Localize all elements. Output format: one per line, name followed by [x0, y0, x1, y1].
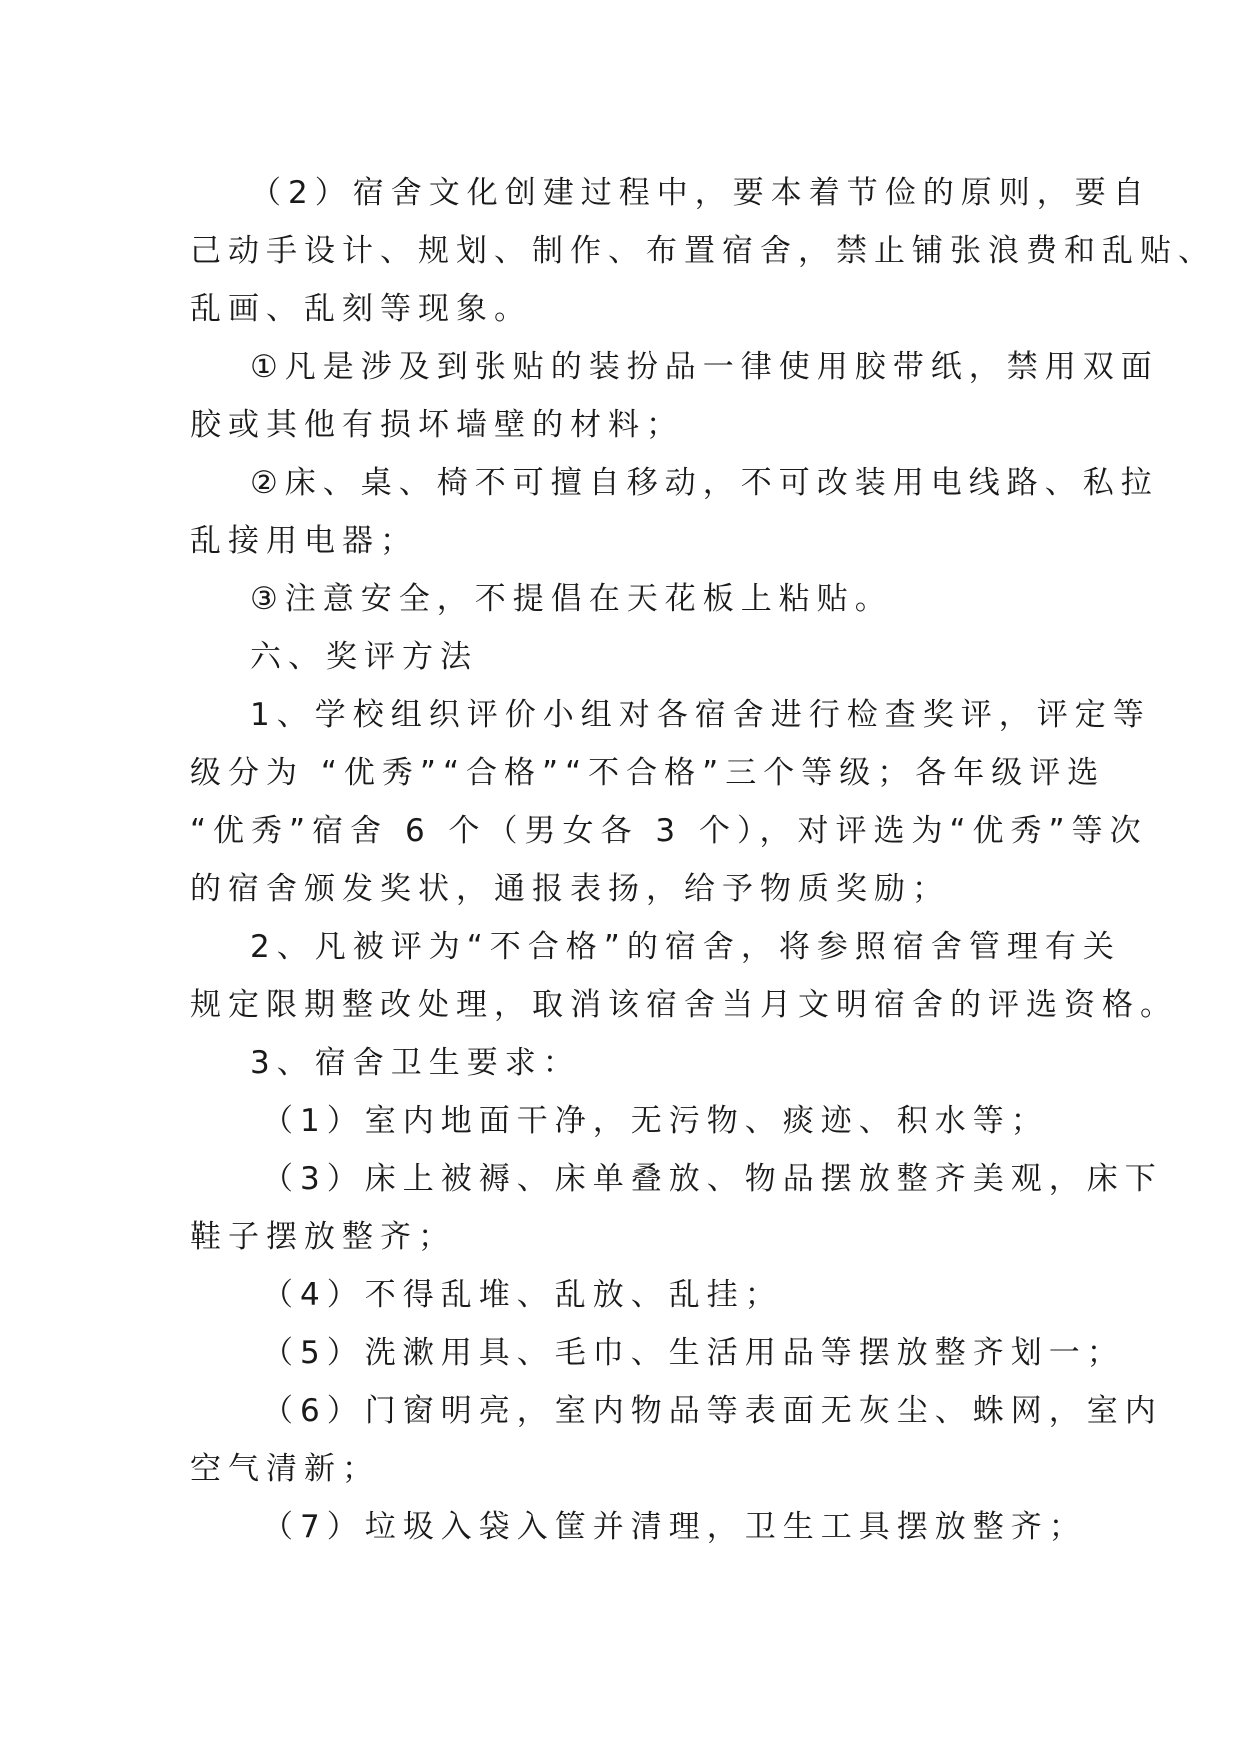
- document-body: [190, 164, 1216, 1556]
- paragraph-line: （7）垃圾入袋入筐并清理，卫生工具摆放整齐；: [262, 1509, 1087, 1545]
- section-heading: 六、奖评方法: [250, 639, 478, 675]
- paragraph-line: 己动手设计、规划、制作、布置宿舍，禁止铺张浪费和乱贴、: [190, 233, 1216, 269]
- paragraph-line: 乱画、乱刻等现象。: [190, 291, 532, 327]
- paragraph-line: （6）门窗明亮，室内物品等表面无灰尘、蛛网，室内: [262, 1393, 1163, 1429]
- paragraph-line: （3）床上被褥、床单叠放、物品摆放整齐美观，床下: [262, 1161, 1163, 1197]
- paragraph-line: 胶或其他有损坏墙壁的材料；: [190, 407, 684, 443]
- paragraph-line: 2、凡被评为“不合格”的宿舍，将参照宿舍管理有关: [250, 929, 1121, 965]
- paragraph-line: “优秀”宿舍 6 个（男女各 3 个），对评选为“优秀”等次: [190, 813, 1148, 849]
- paragraph-line: 1、学校组织评价小组对各宿舍进行检查奖评，评定等: [250, 697, 1151, 733]
- paragraph-line: ①凡是涉及到张贴的装扮品一律使用胶带纸，禁用双面: [250, 349, 1159, 385]
- paragraph-line: （4）不得乱堆、乱放、乱挂；: [262, 1277, 783, 1313]
- paragraph-line: 级分为 “优秀”“合格”“不合格”三个等级；各年级评选: [190, 755, 1106, 791]
- paragraph-line: 规定限期整改处理，取消该宿舍当月文明宿舍的评选资格。: [190, 987, 1178, 1023]
- paragraph-line: 乱接用电器；: [190, 523, 418, 559]
- paragraph-line: 空气清新；: [190, 1451, 380, 1487]
- paragraph-line: （5）洗漱用具、毛巾、生活用品等摆放整齐划一；: [262, 1335, 1125, 1371]
- paragraph-line: ③注意安全，不提倡在天花板上粘贴。: [250, 581, 893, 617]
- paragraph-line: （2）宿舍文化创建过程中，要本着节俭的原则，要自: [250, 175, 1151, 211]
- paragraph-line: 鞋子摆放整齐；: [190, 1219, 456, 1255]
- paragraph-line: 的宿舍颁发奖状，通报表扬，给予物质奖励；: [190, 871, 950, 907]
- paragraph-line: 3、宿舍卫生要求：: [250, 1045, 581, 1081]
- paragraph-line: （1）室内地面干净，无污物、痰迹、积水等；: [262, 1103, 1049, 1139]
- paragraph-line: ②床、桌、椅不可擅自移动，不可改装用电线路、私拉: [250, 465, 1159, 501]
